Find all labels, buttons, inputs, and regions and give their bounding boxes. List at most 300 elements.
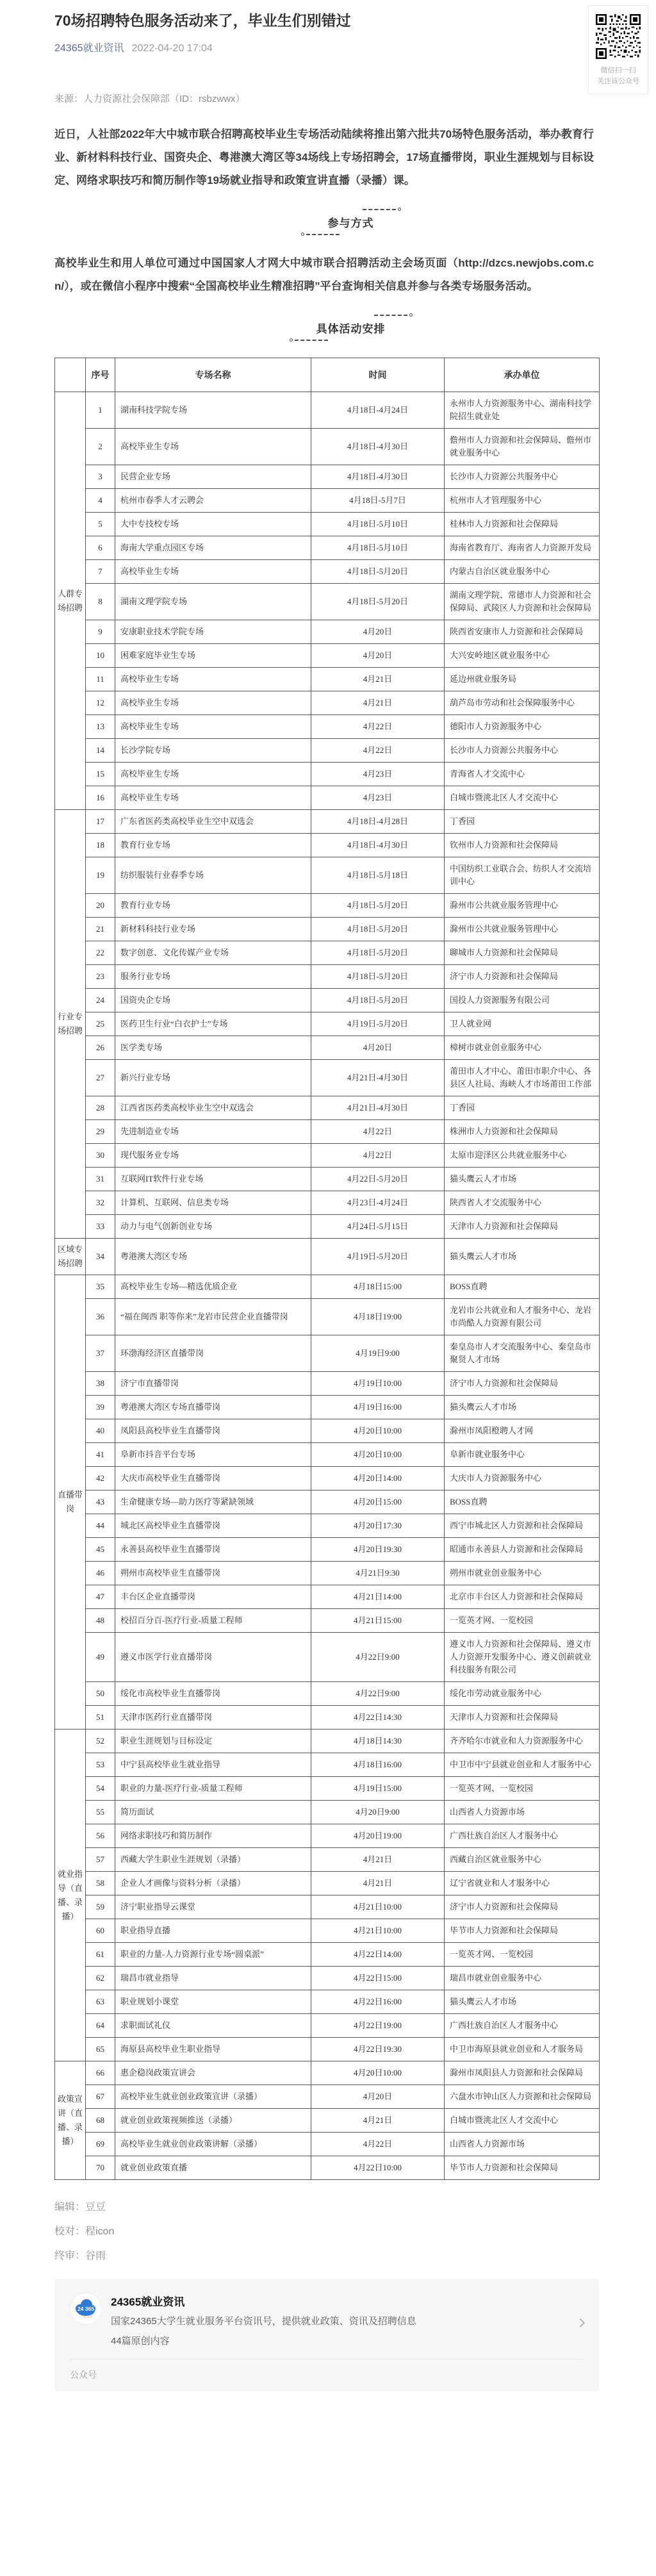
cell-org: 猫头鹰云人才市场 — [445, 1990, 600, 2014]
cell-no: 18 — [86, 834, 115, 857]
table-row — [55, 715, 600, 739]
cell-name: 服务行业专场 — [115, 965, 311, 989]
table-row — [55, 1990, 600, 2014]
cell-org: 广西壮族自治区人才服务中心 — [445, 1824, 600, 1848]
table-row — [55, 1824, 600, 1848]
cell-time: 4月18日-5月20日 — [311, 918, 445, 941]
cell-org: 滁州市凤阳橙聘人才网 — [445, 1419, 600, 1443]
cell-name: 海原县高校毕业生职业指导 — [115, 2038, 311, 2061]
cell-time: 4月18日14:30 — [311, 1730, 445, 1753]
cell-org: 遵义市人力资源和社会保障局、遵义市人力资源开发服务中心、遵义创薪就业科技服务有限公司 — [445, 1633, 600, 1682]
cell-no: 20 — [86, 894, 115, 918]
cell-time: 4月18日-5月18日 — [311, 857, 445, 894]
cell-name: 粤港澳大湾区专场直播带岗 — [115, 1396, 311, 1419]
table-row — [55, 1514, 600, 1538]
official-account-card[interactable] — [54, 2279, 599, 2391]
table-row — [55, 1801, 600, 1824]
table-row — [55, 1848, 600, 1872]
category-cell: 政策宣讲（直播、录播） — [55, 2061, 86, 2180]
cell-org: 猫头鹰云人才市场 — [445, 1168, 600, 1191]
cell-no: 30 — [86, 1144, 115, 1168]
cell-no: 31 — [86, 1168, 115, 1191]
dashed-decoration-icon — [374, 315, 407, 316]
cell-org: 山西省人力资源市场 — [445, 1801, 600, 1824]
cell-org: 聊城市人力资源和社会保障局 — [445, 941, 600, 965]
cell-no: 1 — [86, 392, 115, 429]
cell-time: 4月22日16:00 — [311, 1990, 445, 2014]
cell-time: 4月18日16:00 — [311, 1753, 445, 1777]
cell-org: 樟树市就业创业服务中心 — [445, 1036, 600, 1060]
table-row — [55, 392, 600, 429]
cell-name: 中宁县高校毕业生就业指导 — [115, 1753, 311, 1777]
cell-time: 4月20日 — [311, 1036, 445, 1060]
cell-org: 大庆市人力资源服务中心 — [445, 1467, 600, 1490]
table-row — [55, 1919, 600, 1943]
table-row — [55, 1012, 600, 1036]
table-row — [55, 918, 600, 941]
cell-no: 40 — [86, 1419, 115, 1443]
schedule-table-body — [55, 392, 600, 2180]
cell-time: 4月21日10:00 — [311, 1895, 445, 1919]
table-row — [55, 1060, 600, 1096]
cell-time: 4月20日19:30 — [311, 1538, 445, 1562]
editor-line: 编辑：豆豆 — [54, 2202, 106, 2213]
dashed-decoration-icon — [306, 234, 340, 235]
cell-time: 4月22日19:00 — [311, 2014, 445, 2038]
table-row — [55, 536, 600, 560]
cell-org: 儋州市人力资源和社会保障局、儋州市就业服务中心 — [445, 429, 600, 465]
cell-no: 11 — [86, 668, 115, 691]
cell-time: 4月20日19:00 — [311, 1824, 445, 1848]
table-row — [55, 1872, 600, 1895]
cell-org: 海南省教育厅、海南省人力资源开发局 — [445, 536, 600, 560]
cell-time: 4月18日-5月10日 — [311, 513, 445, 536]
cell-time: 4月24日-5月15日 — [311, 1215, 445, 1239]
body-paragraph-1: 近日，人社部2022年大中城市联合招聘高校毕业生专场活动陆续将推出第六批共70场特色服务活动，举办教育行业、新材料科技行业、国资央企、粤港澳大湾区等34场线上专场招聘会，17场直播带岗，职业生涯规划与目标设定、网络求职技巧和简历制作等19场就业指导和政策宣讲直播（录播）课。 — [54, 128, 594, 187]
cell-org: 毕节市人力资源和社会保障局 — [445, 1919, 600, 1943]
table-row — [55, 1299, 600, 1335]
cell-no: 49 — [86, 1633, 115, 1682]
svg-text:24 365: 24 365 — [78, 2306, 94, 2313]
cell-time: 4月18日-5月20日 — [311, 894, 445, 918]
cell-time: 4月18日-5月20日 — [311, 584, 445, 620]
cell-name: 求职面试礼仪 — [115, 2014, 311, 2038]
cell-no: 53 — [86, 1753, 115, 1777]
cell-org: 一览英才网、一览校园 — [445, 1943, 600, 1967]
cell-name: 高校毕业生就业创业政策宣讲（录播） — [115, 2085, 311, 2109]
cell-time: 4月22日 — [311, 1144, 445, 1168]
cell-name: 广东省医药类高校毕业生空中双选会 — [115, 810, 311, 834]
cell-no: 39 — [86, 1396, 115, 1419]
cell-no: 26 — [86, 1036, 115, 1060]
cell-time: 4月19日15:00 — [311, 1777, 445, 1801]
cell-name: 西藏大学生职业生涯规划（录播） — [115, 1848, 311, 1872]
table-header-org: 承办单位 — [445, 358, 600, 392]
cell-org: 滁州市公共就业服务管理中心 — [445, 894, 600, 918]
cell-org: 瑞昌市就业创业服务中心 — [445, 1967, 600, 1990]
cell-no: 37 — [86, 1335, 115, 1372]
category-cell: 区域专场招聘 — [55, 1239, 86, 1275]
cell-time: 4月23日-4月24日 — [311, 1191, 445, 1215]
cell-no: 44 — [86, 1514, 115, 1538]
cell-org: 齐齐哈尔市就业和人力资源服务中心 — [445, 1730, 600, 1753]
table-row — [55, 1633, 600, 1682]
table-header-name: 专场名称 — [115, 358, 311, 392]
cell-name: 教育行业专场 — [115, 834, 311, 857]
cell-name: 海南大学重点园区专场 — [115, 536, 311, 560]
editor-lines — [54, 2195, 647, 2268]
cell-time: 4月18日-5月20日 — [311, 560, 445, 584]
table-row — [55, 1168, 600, 1191]
table-row — [55, 941, 600, 965]
table-row — [55, 1562, 600, 1585]
table-row — [55, 763, 600, 786]
cell-time: 4月18日-4月30日 — [311, 465, 445, 489]
cell-name: 职业的力量-人力资源行业专场“圆桌派” — [115, 1943, 311, 1967]
schedule-table — [54, 358, 600, 2180]
cell-time: 4月20日10:00 — [311, 1419, 445, 1443]
cell-org: 秦皇岛市人才交流服务中心、秦皇岛市聚贤人才市场 — [445, 1335, 600, 1372]
cell-name: 民营企业专场 — [115, 465, 311, 489]
cell-org: 滁州市凤阳县人力资源和社会保障局 — [445, 2061, 600, 2085]
cell-time: 4月21日15:00 — [311, 1609, 445, 1633]
cell-no: 6 — [86, 536, 115, 560]
table-row — [55, 2133, 600, 2156]
cell-org: 陕西省安康市人力资源和社会保障局 — [445, 620, 600, 644]
cell-org: 济宁市人力资源和社会保障局 — [445, 965, 600, 989]
cell-name: 纺织服装行业春季专场 — [115, 857, 311, 894]
cell-org: 湖南文理学院、常德市人力资源和社会保障局、武陵区人力资源和社会保障局 — [445, 584, 600, 620]
cell-no: 24 — [86, 989, 115, 1012]
cell-org: 昭通市永善县人力资源和社会保障局 — [445, 1538, 600, 1562]
category-cell: 人群专场招聘 — [55, 392, 86, 810]
source-line: 来源：人力资源社会保障部（ID：rsbzwwx） — [54, 94, 245, 105]
cell-name: 粤港澳大湾区专场 — [115, 1239, 311, 1275]
publish-date: 2022-04-20 17:04 — [131, 43, 213, 54]
cell-name: 济宁职业指导云课堂 — [115, 1895, 311, 1919]
table-row — [55, 2109, 600, 2133]
cell-name: 湖南文理学院专场 — [115, 584, 311, 620]
cell-no: 22 — [86, 941, 115, 965]
table-row — [55, 2085, 600, 2109]
cell-name: 惠企稳岗政策宣讲会 — [115, 2061, 311, 2085]
cell-org: 延边州就业服务局 — [445, 668, 600, 691]
cell-org: 丁香园 — [445, 1096, 600, 1120]
cell-time: 4月22日10:00 — [311, 2156, 445, 2180]
cell-org: 山西省人力资源市场 — [445, 2133, 600, 2156]
table-row — [55, 1490, 600, 1514]
logo-tagline: 一职为你 — [79, 2315, 94, 2320]
cell-no: 28 — [86, 1096, 115, 1120]
cell-time: 4月18日-5月10日 — [311, 536, 445, 560]
table-header-row — [55, 358, 600, 392]
cell-name: 互联网IT软件行业专场 — [115, 1168, 311, 1191]
table-row — [55, 1777, 600, 1801]
cell-org: 丁香园 — [445, 810, 600, 834]
table-row — [55, 1682, 600, 1706]
cell-org: 青海省人才交流中心 — [445, 763, 600, 786]
cell-time: 4月20日9:00 — [311, 1801, 445, 1824]
cell-no: 29 — [86, 1120, 115, 1144]
cell-no: 70 — [86, 2156, 115, 2180]
cell-time: 4月20日 — [311, 644, 445, 668]
cell-no: 57 — [86, 1848, 115, 1872]
cell-name: 企业人才画像与资料分析（录播） — [115, 1872, 311, 1895]
cell-name: 职业的力量-医疗行业-质量工程师 — [115, 1777, 311, 1801]
cell-time: 4月20日14:00 — [311, 1467, 445, 1490]
cell-name: 大中专技校专场 — [115, 513, 311, 536]
cell-name: 阜新市抖音平台专场 — [115, 1443, 311, 1467]
cell-org: 长沙市人力资源公共服务中心 — [445, 465, 600, 489]
cell-no: 38 — [86, 1372, 115, 1396]
cell-org: 内蒙古自治区就业服务中心 — [445, 560, 600, 584]
cell-name: 高校毕业生专场—精选优质企业 — [115, 1275, 311, 1299]
cell-time: 4月18日-4月30日 — [311, 429, 445, 465]
cell-name: 高校毕业生专场 — [115, 560, 311, 584]
cell-no: 59 — [86, 1895, 115, 1919]
cell-name: 高校毕业生专场 — [115, 715, 311, 739]
cell-name: 校招百分百-医疗行业-质量工程师 — [115, 1609, 311, 1633]
cell-org: 德阳市人力资源服务中心 — [445, 715, 600, 739]
table-row — [55, 1609, 600, 1633]
cell-time: 4月19日10:00 — [311, 1372, 445, 1396]
table-row — [55, 1753, 600, 1777]
cell-name: 职业指导直播 — [115, 1919, 311, 1943]
cell-time: 4月22日 — [311, 1120, 445, 1144]
cell-org: 卫人就业网 — [445, 1012, 600, 1036]
byline — [54, 40, 647, 54]
table-row — [55, 1335, 600, 1372]
section-title-schedule: 具体活动安排 — [314, 307, 388, 349]
cell-org: 葫芦岛市劳动和社会保障服务中心 — [445, 691, 600, 715]
cell-name: 教育行业专场 — [115, 894, 311, 918]
cell-org: 一览英才网、一览校园 — [445, 1609, 600, 1633]
cell-no: 12 — [86, 691, 115, 715]
cell-no: 41 — [86, 1443, 115, 1467]
cell-name: 现代服务业专场 — [115, 1144, 311, 1168]
cell-no: 36 — [86, 1299, 115, 1335]
table-row — [55, 644, 600, 668]
cell-no: 25 — [86, 1012, 115, 1036]
cell-time: 4月22日-5月20日 — [311, 1168, 445, 1191]
cell-org: 绥化市劳动就业服务中心 — [445, 1682, 600, 1706]
cell-name: 丰台区企业直播带岗 — [115, 1585, 311, 1609]
cell-no: 2 — [86, 429, 115, 465]
cell-name: 职业生涯规划与目标设定 — [115, 1730, 311, 1753]
cell-org: 滁州市公共就业服务管理中心 — [445, 918, 600, 941]
cell-time: 4月18日-4月28日 — [311, 810, 445, 834]
cell-no: 60 — [86, 1919, 115, 1943]
cell-time: 4月22日9:00 — [311, 1682, 445, 1706]
cell-no: 5 — [86, 513, 115, 536]
cell-name: 简历面试 — [115, 1801, 311, 1824]
category-cell: 就业指导（直播、录播） — [55, 1730, 86, 2061]
cell-org: 陕西省人才交流服务中心 — [445, 1191, 600, 1215]
cell-no: 68 — [86, 2109, 115, 2133]
cell-no: 54 — [86, 1777, 115, 1801]
cell-time: 4月21日10:00 — [311, 1919, 445, 1943]
cell-time: 4月22日 — [311, 715, 445, 739]
cell-org: 白城市暨洮北区人才交流中心 — [445, 2109, 600, 2133]
cell-name: 就业创业政策视频推送（录播） — [115, 2109, 311, 2133]
table-row — [55, 1372, 600, 1396]
cell-org: 济宁市人力资源和社会保障局 — [445, 1372, 600, 1396]
cell-time: 4月22日14:30 — [311, 1706, 445, 1730]
cell-time: 4月22日 — [311, 2133, 445, 2156]
cell-no: 43 — [86, 1490, 115, 1514]
chevron-right-icon[interactable] — [576, 2318, 585, 2327]
cell-name: 高校毕业生专场 — [115, 763, 311, 786]
cell-time: 4月21日 — [311, 2109, 445, 2133]
table-row — [55, 810, 600, 834]
table-header-no: 序号 — [86, 358, 115, 392]
cell-no: 67 — [86, 2085, 115, 2109]
table-row — [55, 1191, 600, 1215]
cell-time: 4月22日15:00 — [311, 1967, 445, 1990]
cell-name: 高校毕业生专场 — [115, 668, 311, 691]
editor-line: 校对：程icon — [54, 2226, 115, 2238]
cell-name: 生命健康专场—助力医疗等紧缺领域 — [115, 1490, 311, 1514]
table-row — [55, 429, 600, 465]
cell-name: 江西省医药类高校毕业生空中双选会 — [115, 1096, 311, 1120]
cell-no: 32 — [86, 1191, 115, 1215]
cell-no: 14 — [86, 739, 115, 763]
cell-org: 毕节市人力资源和社会保障局 — [445, 2156, 600, 2180]
cell-time: 4月20日10:00 — [311, 2061, 445, 2085]
cell-time: 4月20日 — [311, 2085, 445, 2109]
cell-time: 4月21日 — [311, 691, 445, 715]
cell-org: 猫头鹰云人才市场 — [445, 1239, 600, 1275]
cell-name: 安康职业技术学院专场 — [115, 620, 311, 644]
cell-no: 46 — [86, 1562, 115, 1585]
cell-org: 钦州市人力资源和社会保障局 — [445, 834, 600, 857]
cell-name: 绥化市高校毕业生直播带岗 — [115, 1682, 311, 1706]
cell-time: 4月18日-5月7日 — [311, 489, 445, 513]
cell-org: 中卫市中宁县就业创业和人才服务中心 — [445, 1753, 600, 1777]
cell-no: 48 — [86, 1609, 115, 1633]
qr-caption: 微信扫一扫 关注该公众号 — [597, 67, 639, 85]
cell-name: “福在闽西 职等你来”龙岩市民营企业直播带岗 — [115, 1299, 311, 1335]
cell-no: 15 — [86, 763, 115, 786]
cell-org: 朔州市就业创业服务中心 — [445, 1562, 600, 1585]
cell-org: 中卫市海原县就业创业和人才服务局 — [445, 2038, 600, 2061]
cell-no: 4 — [86, 489, 115, 513]
cell-name: 济宁市直播带岗 — [115, 1372, 311, 1396]
cell-no: 69 — [86, 2133, 115, 2156]
table-row — [55, 1096, 600, 1120]
cell-no: 63 — [86, 1990, 115, 2014]
cell-name: 高校毕业生专场 — [115, 429, 311, 465]
cell-name: 环渤海经济区直播带岗 — [115, 1335, 311, 1372]
cell-name: 计算机、互联网、信息类专场 — [115, 1191, 311, 1215]
cell-time: 4月18日-4月24日 — [311, 392, 445, 429]
cell-no: 45 — [86, 1538, 115, 1562]
page-title: 70场招聘特色服务活动来了，毕业生们别错过 — [54, 12, 351, 29]
cell-no: 9 — [86, 620, 115, 644]
cell-no: 21 — [86, 918, 115, 941]
cell-name: 朔州市高校毕业生直播带岗 — [115, 1562, 311, 1585]
cell-time: 4月20日10:00 — [311, 1443, 445, 1467]
table-row — [55, 1239, 600, 1275]
table-row — [55, 786, 600, 810]
table-row — [55, 1706, 600, 1730]
table-row — [55, 739, 600, 763]
cell-no: 52 — [86, 1730, 115, 1753]
cell-org: 株洲市人力资源和社会保障局 — [445, 1120, 600, 1144]
cell-time: 4月21日-4月30日 — [311, 1060, 445, 1096]
table-row — [55, 1144, 600, 1168]
cell-name: 职业规划小课堂 — [115, 1990, 311, 2014]
cell-name: 杭州市春季人才云聘会 — [115, 489, 311, 513]
table-row — [55, 1419, 600, 1443]
cell-no: 34 — [86, 1239, 115, 1275]
table-row — [55, 1467, 600, 1490]
cell-no: 16 — [86, 786, 115, 810]
cell-time: 4月22日9:00 — [311, 1633, 445, 1682]
cell-time: 4月18日-5月20日 — [311, 965, 445, 989]
cell-time: 4月21日9:30 — [311, 1562, 445, 1585]
account-link[interactable]: 24365就业资讯 — [54, 43, 124, 54]
cell-org: 广西壮族自治区人才服务中心 — [445, 2014, 600, 2038]
cell-org: 桂林市人力资源和社会保障局 — [445, 513, 600, 536]
cell-name: 永善县高校毕业生直播带岗 — [115, 1538, 311, 1562]
cell-time: 4月21日14:00 — [311, 1585, 445, 1609]
cell-org: 天津市人力资源和社会保障局 — [445, 1706, 600, 1730]
card-type-label: 公众号 — [70, 2359, 584, 2391]
card-description: 国家24365大学生就业服务平台资讯号，提供就业政策、资讯及招聘信息 — [111, 2316, 416, 2327]
cell-org: 一览英才网、一览校园 — [445, 1777, 600, 1801]
cell-org: 中国纺织工业联合会、纺织人才交流培训中心 — [445, 857, 600, 894]
table-row — [55, 584, 600, 620]
cell-no: 65 — [86, 2038, 115, 2061]
cell-name: 就业创业政策直播 — [115, 2156, 311, 2180]
cell-name: 长沙学院专场 — [115, 739, 311, 763]
cell-org: 西宁市城北区人力资源和社会保障局 — [445, 1514, 600, 1538]
qr-code — [596, 14, 641, 59]
cell-name: 遵义市医学行业直播带岗 — [115, 1633, 311, 1682]
cell-org: 六盘水市钟山区人力资源和社会保障局 — [445, 2085, 600, 2109]
cell-no: 27 — [86, 1060, 115, 1096]
table-row — [55, 894, 600, 918]
category-cell: 直播带岗 — [55, 1275, 86, 1730]
table-row — [55, 2061, 600, 2085]
cell-time: 4月21日 — [311, 1848, 445, 1872]
table-row — [55, 489, 600, 513]
cell-name: 城北区高校毕业生直播带岗 — [115, 1514, 311, 1538]
cell-no: 7 — [86, 560, 115, 584]
cell-name: 新材料科技行业专场 — [115, 918, 311, 941]
cell-time: 4月20日17:30 — [311, 1514, 445, 1538]
cell-time: 4月22日19:30 — [311, 2038, 445, 2061]
category-cell: 行业专场招聘 — [55, 810, 86, 1239]
cell-no: 10 — [86, 644, 115, 668]
table-row — [55, 1967, 600, 1990]
cell-org: 长沙市人力资源公共服务中心 — [445, 739, 600, 763]
table-row — [55, 989, 600, 1012]
cell-no: 42 — [86, 1467, 115, 1490]
cell-name: 高校毕业生专场 — [115, 691, 311, 715]
table-row — [55, 857, 600, 894]
cell-no: 56 — [86, 1824, 115, 1848]
body-paragraph-2: 高校毕业生和用人单位可通过中国国家人才网大中城市联合招聘活动主会场页面（http://dzcs.newjobs.com.cn/），或在微信小程序中搜索“全国高校毕业生精准招聘”平台查询相关信息并参与各类专场服务活动。 — [54, 257, 594, 293]
table-row — [55, 668, 600, 691]
cell-no: 55 — [86, 1801, 115, 1824]
cell-name: 动力与电气创新创业专场 — [115, 1215, 311, 1239]
cell-no: 13 — [86, 715, 115, 739]
card-original-count: 44篇原创内容 — [111, 2336, 170, 2347]
cell-org: 莆田市人才中心、莆田市职介中心、各县区人社局、海峡人才市场莆田工作部 — [445, 1060, 600, 1096]
table-row — [55, 1120, 600, 1144]
